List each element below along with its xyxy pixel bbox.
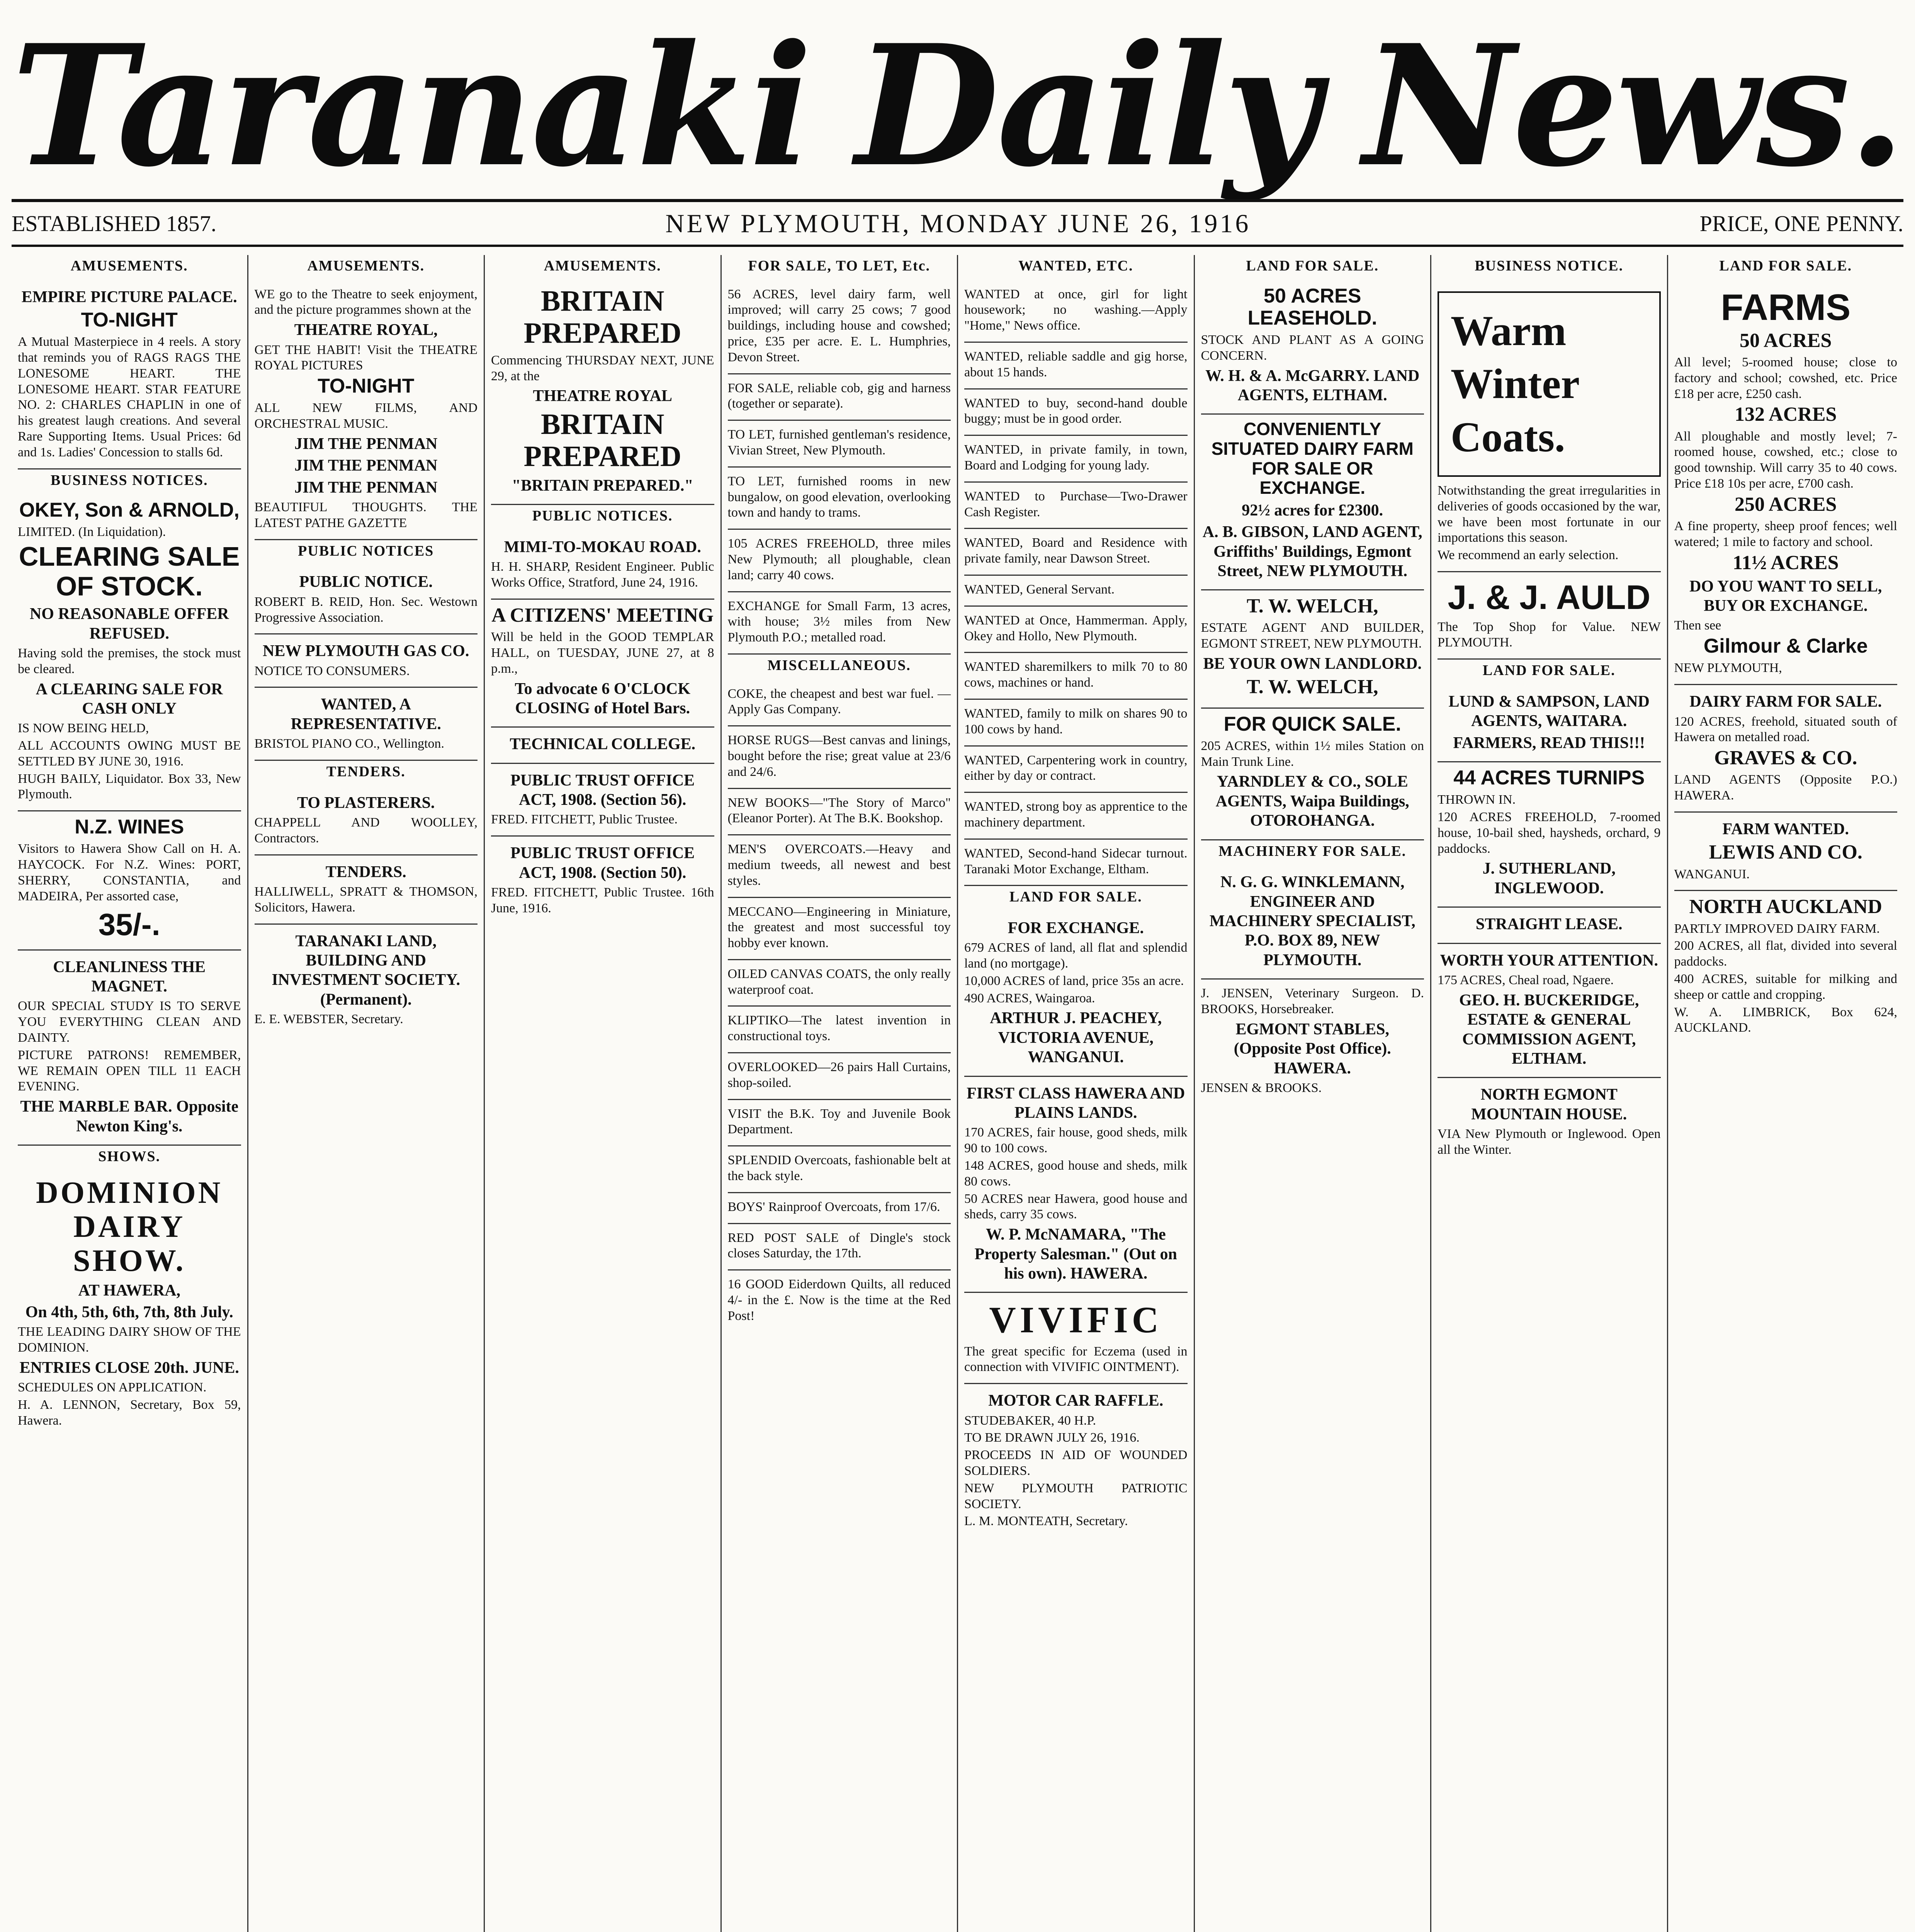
ad-text: LAND AGENTS (Opposite P.O.) HAWERA.: [1674, 772, 1897, 803]
ad-text: Notwithstanding the great irregularities in deliveries of goods occasioned by the war, we have been most fortunate in our importations this season.: [1438, 483, 1661, 545]
ad-text: DO YOU WANT TO SELL, BUY OR EXCHANGE.: [1689, 577, 1882, 615]
coats-box: [1438, 291, 1661, 477]
ad-okey-son-arnold: [18, 495, 241, 811]
ad-title: T. W. WELCH,: [1246, 595, 1378, 617]
ad-text: 175 ACRES, Cheal road, Ngaere.: [1438, 973, 1614, 987]
classified: [964, 747, 1188, 793]
ad-agent: Gilmour & Clarke: [1703, 635, 1868, 658]
ad-text: BEAUTIFUL THOUGHTS. THE LATEST PATHE GAZETTE: [254, 500, 477, 530]
ad-mcnamara: [964, 1077, 1188, 1293]
ad-title: DOMINION DAIRY SHOW.: [36, 1175, 223, 1278]
ad-text: AT HAWERA,: [78, 1281, 180, 1299]
classified: [728, 726, 951, 789]
classified-text: SPLENDID Overcoats, fashionable belt at the back style.: [727, 1153, 951, 1184]
ad-text: VIA New Plymouth or Inglewood. Open all the Winter.: [1438, 1127, 1661, 1157]
classified: [964, 436, 1188, 483]
ad-title: OKEY, Son & ARNOLD,: [19, 499, 240, 522]
classified: [964, 700, 1188, 747]
classified: [964, 343, 1188, 389]
column-heading: BUSINESS NOTICE.: [1475, 258, 1624, 274]
ad-title: MIMI-TO-MOKAU ROAD.: [504, 538, 701, 556]
ad-text: BE YOUR OWN LANDLORD.: [1203, 655, 1422, 673]
ad-text: Will be held in the GOOD TEMPLAR HALL, on TUESDAY, JUNE 27, at 8 p.m.,: [491, 630, 714, 676]
ad-title: EMPIRE PICTURE PALACE.: [21, 288, 237, 306]
ad-subtitle: 132 ACRES: [1735, 403, 1837, 426]
classified: [728, 1146, 951, 1193]
ad-title: TECHNICAL COLLEGE.: [510, 735, 696, 753]
ad-text: All ploughable and mostly level; 7-roomed house, cowshed, etc.; close to good township. Will carry 35 to 40 cows. Price £18 10s per acre, £700 cash.: [1674, 429, 1897, 491]
classified: [728, 374, 951, 421]
ad-title: STRAIGHT LEASE.: [1475, 915, 1623, 934]
classified: [728, 835, 951, 898]
section-heading: SHOWS.: [98, 1148, 161, 1165]
masthead-word-3: News.: [1363, 9, 1903, 204]
ad-title: EGMONT STABLES, (Opposite Post Office). HAWERA.: [1234, 1020, 1391, 1077]
classified-text: NEW BOOKS—"The Story of Marco" (Eleanor Porter). At The B.K. Bookshop.: [727, 795, 951, 826]
ad-nz-wines: [18, 811, 241, 950]
ad-title: MOTOR CAR RAFFLE.: [988, 1392, 1164, 1410]
ad-dairy-show: [18, 1171, 241, 1437]
ad-signature: FRED. FITCHETT, Public Trustee. 16th June, 1916.: [491, 885, 714, 915]
ad-title: FOR QUICK SALE.: [1223, 713, 1401, 735]
ad-text: Then see: [1674, 618, 1721, 633]
column-heading: WANTED, ETC.: [1018, 258, 1133, 274]
ad-welch: [1201, 590, 1424, 708]
classified-text: WANTED, General Servant.: [964, 582, 1115, 597]
ad-peachey: [964, 912, 1188, 1077]
column-heading: LAND FOR SALE.: [1246, 258, 1379, 274]
ad-text: All level; 5-roomed house; close to factory and school; cowshed, etc. Price £18 per acre, £250 cash.: [1674, 355, 1897, 401]
column-4: [722, 255, 958, 1932]
ad-subtitle: TO-NIGHT: [81, 308, 178, 331]
ad-text: OUR SPECIAL STUDY IS TO SERVE YOU EVERYTHING CLEAN AND DAINTY.: [18, 999, 241, 1045]
column-heading: AMUSEMENTS.: [70, 258, 188, 274]
ad-signature: CHAPPELL AND WOOLLEY, Contractors.: [254, 815, 477, 845]
ad-public-trust-1: [491, 764, 714, 837]
ad-text: THE LEADING DAIRY SHOW OF THE DOMINION.: [18, 1325, 241, 1355]
ad-title: TO PLASTERERS.: [297, 794, 435, 812]
classified: [964, 840, 1188, 886]
classified-text: COKE, the cheapest and best war fuel. — Apply Gas Company.: [727, 686, 951, 717]
ad-marble-bar: [18, 951, 241, 1146]
ad-text: SCHEDULES ON APPLICATION.: [18, 1380, 207, 1395]
classified: [728, 281, 951, 374]
ad-title: THEATRE ROYAL,: [294, 321, 438, 339]
classified: [964, 653, 1188, 700]
classified: [728, 421, 951, 468]
ad-text: "BRITAIN PREPARED.": [511, 476, 693, 495]
classified: [964, 281, 1188, 343]
classified: [728, 898, 951, 960]
classified: [964, 793, 1188, 840]
column-3: [485, 255, 722, 1932]
classified-text: VISIT the B.K. Toy and Juvenile Book Department.: [727, 1106, 951, 1137]
classified: [964, 576, 1188, 607]
section-heading: MACHINERY FOR SALE.: [1218, 843, 1407, 859]
ad-text: STOCK AND PLANT AS A GOING CONCERN.: [1201, 332, 1424, 363]
ad-text: A fine property, sheep proof fences; well watered; 1 mile to factory and school.: [1674, 519, 1897, 549]
ad-feature: JIM THE PENMAN: [294, 457, 438, 475]
classified-text: WANTED to buy, second-hand double buggy; must be in good order.: [964, 396, 1188, 426]
ad-text: Having sold the premises, the stock must be cleared.: [18, 646, 241, 676]
ad-signature: H. A. LENNON, Secretary, Box 59, Hawera.: [18, 1398, 241, 1428]
ad-text: PARTLY IMPROVED DAIRY FARM.: [1674, 921, 1880, 936]
ad-headline: CLEARING SALE OF STOCK.: [19, 541, 240, 602]
ad-text: THE MARBLE BAR. Opposite Newton King's.: [20, 1098, 239, 1135]
ad-text: 679 ACRES of land, all flat and splendid land (no mortgage).: [964, 940, 1188, 971]
masthead: [12, 9, 1903, 204]
ad-text: THEATRE ROYAL: [533, 387, 673, 405]
classified: [728, 1270, 951, 1332]
classified-text: EXCHANGE for Small Farm, 13 acres, with house; 3½ miles from New Plymouth P.O.; metalled road.: [727, 599, 951, 645]
column-heading: AMUSEMENTS.: [307, 258, 425, 274]
classified: [728, 592, 951, 655]
ad-signature: FRED. FITCHETT, Public Trustee.: [491, 812, 678, 827]
section-heading: BUSINESS NOTICES.: [50, 472, 208, 488]
classified-text: OVERLOOKED—26 pairs Hall Curtains, shop-soiled.: [727, 1060, 951, 1090]
ad-representative: [255, 688, 478, 761]
classified: [728, 960, 951, 1007]
classified-text: BOYS' Rainproof Overcoats, from 17/6.: [727, 1199, 940, 1214]
section-heading: PUBLIC NOTICES: [298, 543, 434, 559]
ad-signature: W. P. McNAMARA, "The Property Salesman." (Out on his own). HAWERA.: [974, 1226, 1177, 1282]
section-heading: PUBLIC NOTICES.: [532, 508, 673, 524]
ad-theatre-royal: [255, 281, 478, 540]
classified-text: WANTED, family to milk on shares 90 to 100 cows by hand.: [964, 706, 1188, 736]
ad-lund-sampson: [1438, 685, 1661, 762]
ad-agent: GRAVES & CO.: [1714, 747, 1857, 769]
ad-worth-attention: [1438, 944, 1661, 1078]
column-6: [1195, 255, 1432, 1932]
column-2: [248, 255, 485, 1932]
classified-text: WANTED, Second-hand Sidecar turnout. Taranaki Motor Exchange, Eltham.: [964, 846, 1188, 876]
ad-title: TARANAKI LAND, BUILDING AND INVESTMENT SOCIETY. (Permanent).: [272, 932, 460, 1009]
section-heading: LAND FOR SALE.: [1009, 889, 1142, 905]
ad-signature: ARTHUR J. PEACHEY, VICTORIA AVENUE, WANGANUI.: [990, 1009, 1162, 1066]
classified: [728, 1007, 951, 1053]
ad-text: Visitors to Hawera Show Call on H. A. HAYCOCK. For N.Z. Wines: PORT, SHERRY, CONSTANTIA, and MADEIRA, Per assorted case,: [18, 842, 241, 903]
ad-title: PUBLIC TRUST OFFICE ACT, 1908. (Section 50).: [510, 844, 695, 882]
established: ESTABLISHED 1857.: [12, 211, 217, 236]
column-7: [1431, 255, 1668, 1932]
classified-text: KLIPTIKO—The latest invention in constructional toys.: [727, 1013, 951, 1044]
ad-text: ALL NEW FILMS, AND ORCHESTRAL MUSIC.: [254, 401, 477, 431]
ad-title: NORTH AUCKLAND: [1689, 896, 1882, 918]
classified: [964, 607, 1188, 653]
ad-signature: L. M. MONTEATH, Secretary.: [964, 1514, 1128, 1529]
ad-title: DAIRY FARM FOR SALE.: [1689, 693, 1882, 711]
ad-title: J. & J. AULD: [1448, 578, 1651, 617]
ad-technical-college: [491, 728, 714, 764]
columns: [12, 255, 1903, 1932]
ad-text: 400 ACRES, suitable for milking and sheep or cattle and cropping.: [1674, 971, 1897, 1002]
ad-title: Warm Winter Coats.: [1451, 307, 1579, 461]
ad-turnips: [1438, 762, 1661, 908]
ad-text: The great specific for Eczema (used in connection with VIVIFIC OINTMENT).: [964, 1344, 1188, 1374]
classified-text: OILED CANVAS COATS, the only really waterproof coat.: [727, 966, 951, 997]
classified-text: WANTED, reliable saddle and gig horse, about 15 hands.: [964, 349, 1188, 379]
classified: [728, 1100, 951, 1147]
ad-subtitle: 50 ACRES: [1740, 329, 1832, 352]
ad-text: NEW PLYMOUTH PATRIOTIC SOCIETY.: [964, 1481, 1188, 1511]
ad-title: CONVENIENTLY SITUATED DAIRY FARM FOR SALE OR EXCHANGE.: [1211, 419, 1414, 498]
ad-signature: HUGH BAILY, Liquidator. Box 33, New Plymouth.: [18, 771, 241, 802]
classified-text: 16 GOOD Eiderdown Quilts, all reduced 4/- in the £. Now is the time at the Red Post!: [727, 1277, 951, 1323]
ad-price: 35/-.: [98, 907, 160, 942]
section-heading: MISCELLANEOUS.: [767, 657, 911, 673]
ad-title: FIRST CLASS HAWERA AND PLAINS LANDS.: [967, 1084, 1185, 1122]
ad-dairy-farm: [1201, 415, 1424, 590]
ad-winklemann: [1201, 866, 1424, 980]
ad-signature: E. E. WEBSTER, Secretary.: [254, 1012, 403, 1027]
classified-text: WANTED sharemilkers to milk 70 to 80 cows, machines or hand.: [964, 660, 1188, 690]
ad-subtitle: 11½ ACRES: [1732, 551, 1839, 574]
masthead-word-2: Daily: [855, 9, 1318, 204]
masthead-word-1: Taranaki: [12, 9, 811, 204]
ad-signature: H. H. SHARP, Resident Engineer. Public Works Office, Stratford, June 24, 1916.: [491, 560, 714, 590]
ad-title: TENDERS.: [325, 863, 406, 881]
section-heading: TENDERS.: [326, 764, 406, 780]
classified-text: WANTED, Carpentering work in country, either by day or contract.: [964, 753, 1188, 783]
ad-title: CLEANLINESS THE MAGNET.: [53, 958, 206, 996]
ad-signature: GEO. H. BUCKERIDGE, ESTATE & GENERAL COMMISSION AGENT, ELTHAM.: [1459, 991, 1639, 1068]
ad-text: 205 ACRES, within 1½ miles Station on Main Trunk Line.: [1201, 738, 1424, 769]
ad-title: VIVIFIC: [989, 1299, 1163, 1341]
ad-text: 120 ACRES FREEHOLD, 7-roomed house, 10-bail shed, haysheds, orchard, 9 paddocks.: [1438, 810, 1661, 856]
classified: [728, 1053, 951, 1100]
ad-title: FARMS: [1721, 286, 1851, 328]
column-1: [12, 255, 248, 1932]
classified-text: RED POST SALE of Dingle's stock closes Saturday, the 17th.: [727, 1230, 951, 1261]
ad-signature: W. H. & A. McGARRY. LAND AGENTS, ELTHAM.: [1205, 367, 1420, 404]
ad-gas-co: [255, 634, 478, 688]
ad-text: J. JENSEN, Veterinary Surgeon. D. BROOKS, Horsebreaker.: [1201, 986, 1424, 1016]
ad-text: FARMERS, READ THIS!!!: [1453, 734, 1645, 752]
ad-text: 490 ACRES, Waingaroa.: [964, 991, 1095, 1005]
ad-title: BRITAIN PREPARED: [523, 284, 681, 350]
ad-text: NO REASONABLE OFFER REFUSED.: [29, 605, 229, 643]
classified: [728, 789, 951, 836]
ad-signature: JENSEN & BROOKS.: [1201, 1080, 1322, 1095]
ad-text: 170 ACRES, fair house, good sheds, milk 90 to 100 cows.: [964, 1125, 1188, 1156]
ad-title: FARM WANTED.: [1722, 820, 1849, 838]
ad-text: To advocate 6 O'CLOCK CLOSING of Hotel Bars.: [515, 680, 691, 717]
ad-signature: HALLIWELL, SPRATT & THOMSON, Solicitors, Hawera.: [254, 884, 477, 915]
ad-signature: A. B. GIBSON, LAND AGENT, Griffiths' Buildings, Egmont Street, NEW PLYMOUTH.: [1202, 523, 1422, 580]
ad-text: WANGANUI.: [1674, 867, 1750, 881]
ad-title: 50 ACRES LEASEHOLD.: [1247, 284, 1377, 329]
column-8: [1668, 255, 1904, 1932]
ad-title: FOR EXCHANGE.: [1008, 919, 1144, 937]
ad-body: A Mutual Masterpiece in 4 reels. A story that reminds you of RAGS RAGS THE LONESOME HEART. THE LONESOME HEART. STAR FEATURE NO. 2: CHARLES CHAPLIN in one of his greatest laugh creations. And several Rare Supporting Items. Usual Prices: 6d and 1s. Ladies' Concession to stalls 6d.: [18, 335, 241, 459]
ad-egmont-stables: [1201, 980, 1424, 1104]
ad-signature: YARNDLEY & CO., SOLE AGENTS, Waipa Buildings, OTOROHANGA.: [1215, 773, 1409, 830]
ad-text: Commencing THURSDAY NEXT, JUNE 29, at the: [491, 353, 714, 383]
ad-mimi-road: [491, 531, 714, 600]
ad-text: ESTATE AGENT AND BUILDER, EGMONT STREET, NEW PLYMOUTH.: [1201, 621, 1424, 651]
ad-text: STUDEBAKER, 40 H.P.: [964, 1413, 1096, 1428]
ad-straight-lease: [1438, 908, 1661, 944]
classified: [964, 483, 1188, 529]
ad-public-trust-2: [491, 837, 714, 924]
ad-text: NOTICE TO CONSUMERS.: [254, 663, 410, 678]
classified: [964, 389, 1188, 436]
ad-feature: JIM THE PENMAN: [294, 478, 438, 497]
classified-text: 105 ACRES FREEHOLD, three miles New Plymouth; all ploughable, clean land; carry 40 cows.: [727, 536, 951, 582]
ad-title: WANTED, A REPRESENTATIVE.: [291, 696, 441, 733]
classified: [728, 680, 951, 727]
ad-citizens-meeting: [491, 600, 714, 728]
ad-text: 10,000 ACRES of land, price 35s an acre.: [964, 973, 1184, 988]
classified-text: WANTED, Board and Residence with private family, near Dawson Street.: [964, 536, 1188, 566]
ad-title: T. W. WELCH,: [1246, 676, 1378, 698]
ad-text: 120 ACRES, freehold, situated south of Hawera on metalled road.: [1674, 714, 1897, 745]
ad-title: PUBLIC NOTICE.: [299, 573, 433, 591]
ad-text: THROWN IN.: [1438, 793, 1516, 807]
ad-britain-prepared: [491, 281, 714, 505]
ad-text: LIMITED. (In Liquidation).: [18, 525, 166, 539]
column-heading: LAND FOR SALE.: [1719, 258, 1852, 274]
ad-signature: BRISTOL PIANO CO., Wellington.: [254, 736, 445, 751]
classified-text: MECCANO—Engineering in Miniature, the greatest and most successful toy hobby ever known.: [727, 904, 951, 951]
ad-motor-raffle: [964, 1384, 1188, 1537]
ad-text: On 4th, 5th, 6th, 7th, 8th July.: [25, 1303, 233, 1321]
dateline: [12, 199, 1903, 247]
ad-title: LUND & SAMPSON, LAND AGENTS, WAITARA.: [1448, 692, 1650, 730]
classified-text: WANTED, in private family, in town, Board and Lodging for young lady.: [964, 442, 1188, 473]
ad-text: NEW PLYMOUTH,: [1674, 661, 1782, 675]
classified-text: 56 ACRES, level dairy farm, well improved; will carry 25 cows; 7 good buildings, including house and cowshed; price, £35 per acre. E. L. Humphries, Devon Street.: [727, 287, 951, 364]
ad-north-auckland: [1674, 891, 1898, 1044]
ad-auld: [1438, 572, 1661, 660]
ad-text: We recommend an early selection.: [1438, 548, 1619, 563]
ad-vivific: [964, 1293, 1188, 1384]
ad-title: 44 ACRES TURNIPS: [1453, 767, 1645, 789]
ad-title: N.Z. WINES: [75, 816, 184, 838]
classified: [728, 530, 951, 592]
classified: [728, 468, 951, 530]
ad-signature: ROBERT B. REID, Hon. Sec. Westown Progressive Association.: [254, 594, 477, 625]
column-5: [958, 255, 1195, 1932]
ad-text: GET THE HABIT! Visit the THEATRE ROYAL PICTURES: [254, 342, 477, 373]
classified-text: MEN'S OVERCOATS.—Heavy and medium tweeds, all newest and best styles.: [727, 842, 951, 888]
price: PRICE, ONE PENNY.: [1699, 211, 1903, 236]
column-heading: FOR SALE, TO LET, Etc.: [748, 258, 931, 274]
ad-title: NEW PLYMOUTH GAS CO.: [263, 642, 469, 660]
ad-agent: LEWIS AND CO.: [1709, 841, 1862, 864]
classified-text: WANTED at Once, Hammerman. Apply, Okey and Hollo, New Plymouth.: [964, 613, 1188, 643]
ad-title: WORTH YOUR ATTENTION.: [1440, 951, 1658, 969]
ad-text: ENTRIES CLOSE 20th. JUNE.: [19, 1359, 239, 1377]
ad-building-society: [255, 925, 478, 1035]
ad-mountain-house: [1438, 1078, 1661, 1165]
ad-title: NORTH EGMONT MOUNTAIN HOUSE.: [1471, 1086, 1627, 1123]
ad-title: A CITIZENS' MEETING: [491, 604, 714, 626]
ad-text: WE go to the Theatre to seek enjoyment, and the picture programmes shown at the: [254, 287, 477, 317]
ad-quick-sale: [1201, 709, 1424, 840]
classified-text: HORSE RUGS—Best canvas and linings, bought before the rise; great value at 23/6 and 24/6.: [727, 733, 951, 779]
ad-text: The Top Shop for Value. NEW PLYMOUTH.: [1438, 619, 1661, 650]
ad-text: PICTURE PATRONS! REMEMBER, WE REMAIN OPEN TILL 11 EACH EVENING.: [18, 1048, 241, 1094]
ad-text: IS NOW BEING HELD,: [18, 721, 149, 736]
classified-text: TO LET, furnished rooms in new bungalow, on good elevation, overlooking town and handy to trams.: [727, 474, 951, 520]
ad-text: 92½ acres for £2300.: [1242, 501, 1383, 519]
ad-dairy-farm-sale: [1674, 685, 1898, 813]
ad-text: 50 ACRES near Hawera, good house and sheds, carry 35 cows.: [964, 1191, 1188, 1222]
classified: [728, 1224, 951, 1271]
classified-text: TO LET, furnished gentleman's residence, Vivian Street, New Plymouth.: [727, 427, 951, 457]
classified-text: WANTED to Purchase—Two-Drawer Cash Register.: [964, 489, 1188, 519]
section-heading: LAND FOR SALE.: [1482, 662, 1616, 679]
column-heading: AMUSEMENTS.: [544, 258, 661, 274]
ad-leasehold: [1201, 281, 1424, 415]
ad-text: ALL ACCOUNTS OWING MUST BE SETTLED BY JUNE 30, 1916.: [18, 738, 241, 769]
ad-feature: JIM THE PENMAN: [294, 435, 438, 453]
ad-farms: [1674, 281, 1898, 685]
ad-headline: TO-NIGHT: [318, 375, 415, 398]
place-date: NEW PLYMOUTH, MONDAY JUNE 26, 1916: [665, 208, 1251, 238]
ad-farm-wanted: [1674, 813, 1898, 891]
ad-text: A CLEARING SALE FOR CASH ONLY: [36, 680, 223, 718]
ad-plasterers: [255, 786, 478, 855]
ad-text: 148 ACRES, good house and sheds, milk 80 cows.: [964, 1158, 1188, 1189]
ad-text: PROCEEDS IN AID OF WOUNDED SOLDIERS.: [964, 1448, 1188, 1478]
ad-subtitle: 250 ACRES: [1735, 493, 1837, 515]
ad-text: TO BE DRAWN JULY 26, 1916.: [964, 1430, 1140, 1445]
classified-text: WANTED at once, girl for light housework; no washing.—Apply "Home," News office.: [964, 287, 1188, 333]
ad-signature: W. A. LIMBRICK, Box 624, AUCKLAND.: [1674, 1005, 1897, 1035]
classified-text: WANTED, strong boy as apprentice to the machinery department.: [964, 799, 1188, 830]
ad-winter-coats: [1438, 281, 1661, 572]
classified-text: FOR SALE, reliable cob, gig and harness (together or separate).: [727, 381, 951, 411]
ad-signature: N. G. G. WINKLEMANN, ENGINEER AND MACHINERY SPECIALIST, P.O. BOX 89, NEW PLYMOUTH.: [1209, 873, 1415, 969]
ad-text: 200 ACRES, all flat, divided into several paddocks.: [1674, 939, 1897, 969]
ad-title: BRITAIN PREPARED: [523, 408, 681, 473]
classified: [964, 529, 1188, 576]
ad-empire-picture-palace: [18, 281, 241, 469]
ad-tenders: [255, 855, 478, 925]
ad-public-notice: [255, 565, 478, 634]
ad-signature: J. SUTHERLAND, INGLEWOOD.: [1482, 860, 1616, 897]
classified: [728, 1193, 951, 1224]
ad-title: PUBLIC TRUST OFFICE ACT, 1908. (Section 56).: [510, 771, 695, 809]
